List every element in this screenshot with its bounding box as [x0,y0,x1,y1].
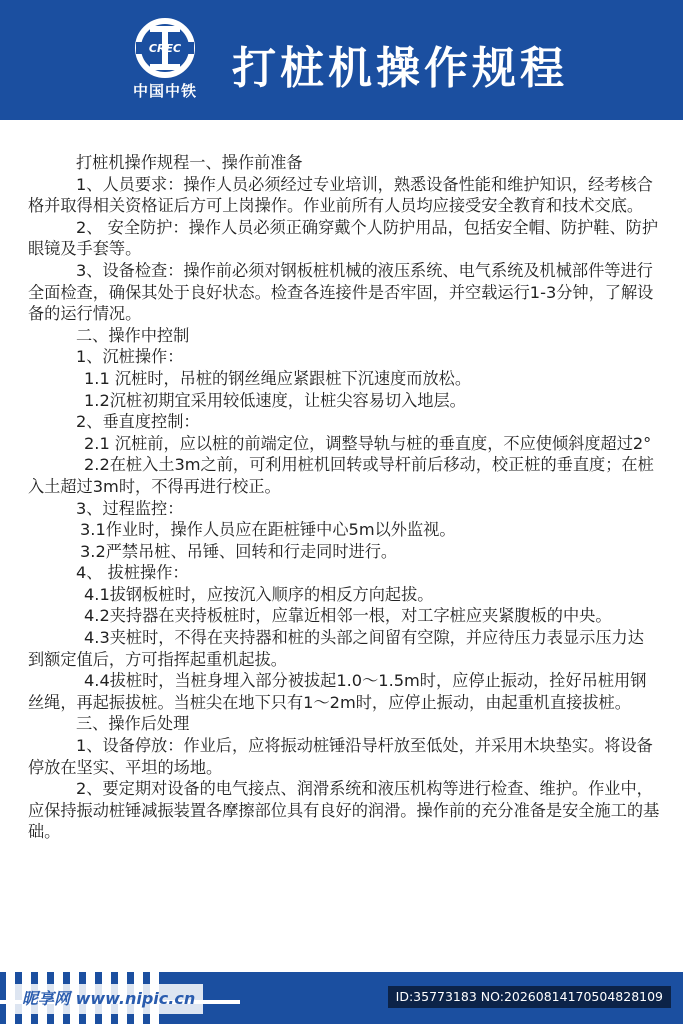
paragraph: 4.4拔桩时，当桩身埋入部分被拔起1.0～1.5m时，应停止振动，拴好吊桩用钢丝绳，再起振拔桩。当桩尖在地下只有1～2m时，应停止振动，由起重机直接拔桩。 [28,671,647,712]
paragraph: 1、沉桩操作： [76,347,184,367]
paragraph: 4.3夹桩时，不得在夹持器和桩的头部之间留有空隙，并应待压力表显示压力达到额定值后，方可指挥起重机起拔。 [28,628,644,669]
paragraph: 2、要定期对设备的电气接点、润滑系统和液压机构等进行检查、维护。作业中，应保持振动桩锤减振装置各摩擦部位具有良好的润滑。操作前的充分准备是安全施工的基础。 [28,779,660,842]
paragraph: 4.1拔钢板桩时，应按沉入顺序的相反方向起拔。 [84,584,434,604]
paragraph: 打桩机操作规程一、操作前准备 [76,153,303,172]
paragraph: 2、 安全防护：操作人员必须正确穿戴个人防护用品，包括安全帽、防护鞋、防护眼镜及手套等。 [28,217,659,259]
paragraph: 3、过程监控： [76,498,184,518]
paragraph: 3.1作业时，操作人员应在距桩锤中心5m以外监视。 [80,520,456,540]
footer-banner [0,972,683,1024]
paragraph: 4、 拔桩操作： [76,563,189,583]
paragraph: 4.2夹持器在夹持板桩时，应靠近相邻一根，对工字桩应夹紧腹板的中央。 [84,606,612,626]
crec-logo [120,18,210,98]
paragraph: 三、操作后处理 [76,714,190,734]
paragraph: 2.1 沉桩前，应以桩的前端定位，调整导轨与桩的垂直度，不应使倾斜度超过2° [84,433,652,453]
paragraph: 二、操作中控制 [76,325,190,345]
company-name: 中国中铁 [132,82,197,100]
paragraph: 1.1 沉桩时，吊桩的钢丝绳应紧跟桩下沉速度而放松。 [84,368,472,388]
paragraph: 2、垂直度控制： [76,412,200,432]
paragraph: 2.2在桩入土3m之前，可利用桩机回转或导杆前后移动，校正桩的垂直度；在桩入土超过3m时，不得再进行校正。 [28,455,654,496]
paragraph: 1.2沉桩初期宜采用较低速度，让桩尖容易切入地层。 [84,390,466,410]
watermark-text: 昵享网 www.nipic.cn [14,984,203,1014]
page-title: 打桩机操作规程 [232,43,568,94]
header-banner [0,0,683,120]
logo-badge-text: CREC [148,42,182,55]
paragraph: 1、设备停放：作业后，应将振动桩锤沿导杆放至低处，并采用木块垫实。将设备停放在坚实、平坦的场地。 [28,736,653,777]
paragraph: 3、设备检查：操作前必须对钢板桩机械的液压系统、电气系统及机械部件等进行全面检查，确保其处于良好状态。检查各连接件是否牢固，并空载运行1-3分钟，了解设备的运行情况。 [28,260,654,324]
document-body [28,152,660,843]
paragraph: 1、人员要求：操作人员必须经过专业培训，熟悉设备性能和维护知识，经考核合格并取得相关资格证后方可上岗操作。作业前所有人员均应接受安全教育和技术交底。 [28,174,653,216]
paragraph: 3.2严禁吊桩、吊锤、回转和行走同时进行。 [80,541,398,561]
crec-logo-icon [130,18,200,78]
image-id-label: ID:35773183 NO:20260814170504828109 [388,986,671,1008]
